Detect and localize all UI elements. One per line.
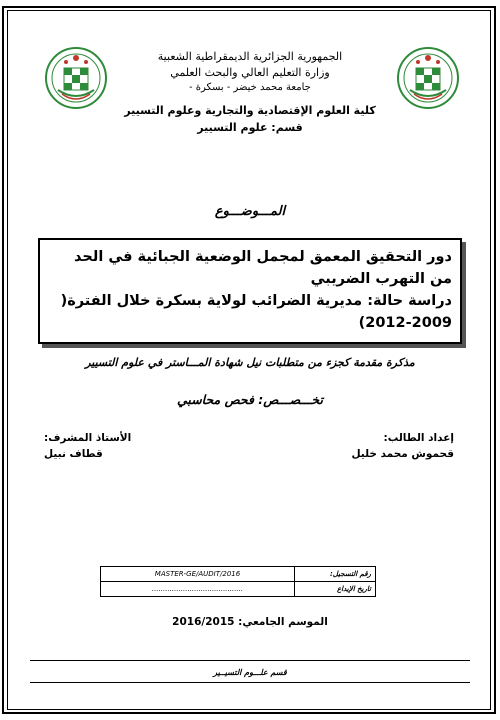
registration-table bbox=[100, 566, 376, 597]
deposit-row bbox=[101, 582, 376, 597]
supervisor-label: الأستاذ المشرف: bbox=[44, 432, 132, 444]
student-label: إعداد الطالب: bbox=[383, 432, 454, 444]
registration-row bbox=[101, 567, 376, 582]
thesis-title: دور التحقيق المعمق لمجمل الوضعية الجبائية في الحد من التهرب الضريبي bbox=[74, 249, 452, 287]
deposit-label: تاريخ الإيداع bbox=[295, 582, 376, 597]
header-department: قسم: علوم التسيير bbox=[197, 121, 303, 134]
header-university: جامعة محمد خيضر - بسكرة - bbox=[189, 82, 311, 93]
registration-number: MASTER-GE/AUDIT/2016 bbox=[101, 567, 295, 582]
thesis-case-study: دراسة حالة: مديرية الضرائب لولاية بسكرة خلال الفترة( 2009-2012) bbox=[60, 293, 452, 331]
thesis-title-box bbox=[38, 238, 462, 344]
footer-department: قسم علـــوم التسيــير bbox=[213, 668, 287, 677]
header-ministry: وزارة التعليم العالي والبحث العلمي bbox=[170, 66, 330, 79]
university-logo-right bbox=[396, 46, 460, 110]
subject-heading: المـــوضـــوع bbox=[214, 204, 286, 219]
academic-year: الموسم الجامعي: 2016/2015 bbox=[172, 616, 328, 628]
registration-label: رقم التسجيل: bbox=[295, 567, 376, 582]
deposit-date: ......................................... bbox=[101, 582, 295, 597]
footer-rule-bottom bbox=[30, 682, 470, 683]
specialization: تخـــصـــص: فحص محاسبي bbox=[177, 392, 323, 407]
student-name: قحموش محمد خليل bbox=[351, 448, 454, 460]
header-faculty: كلية العلوم الإقتصادية والتجارية وعلوم التسيير bbox=[124, 104, 376, 117]
university-logo-left bbox=[44, 46, 108, 110]
supervisor-name: قطاف نبيل bbox=[44, 448, 103, 460]
header-republic: الجمهورية الجزائرية الديمقراطية الشعبية bbox=[157, 50, 343, 63]
memo-statement: مذكرة مقدمة كجزء من متطلبات نيل شهادة المـــاستر في علوم التسيير bbox=[85, 356, 415, 369]
footer-rule-top bbox=[30, 660, 470, 661]
